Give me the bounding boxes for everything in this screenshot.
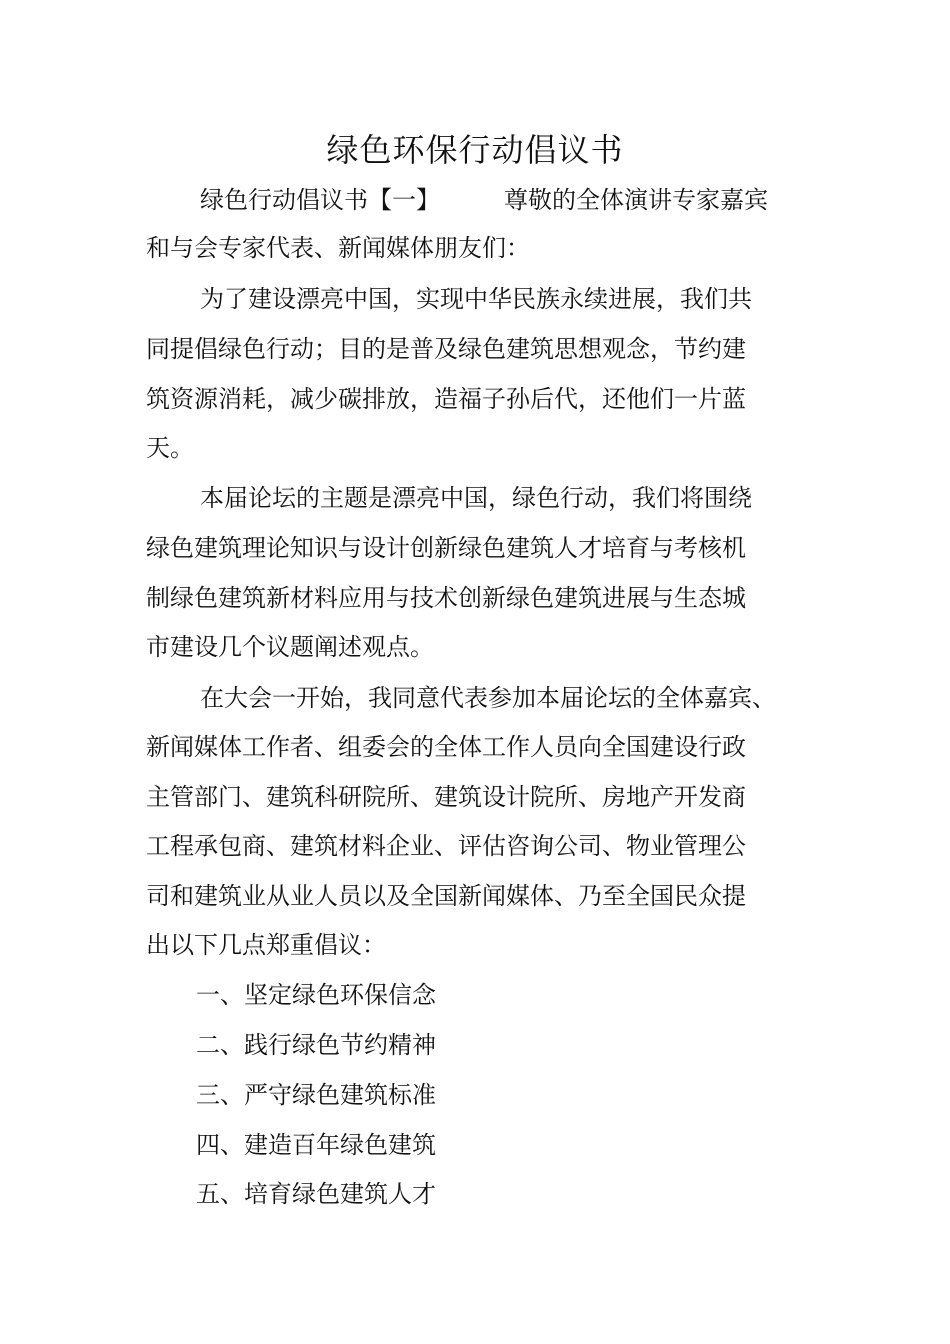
- paragraph1-line: 天。: [146, 434, 194, 462]
- paragraph1-line: 筑资源消耗，减少碳排放，造福子孙后代，还他们一片蓝: [146, 385, 746, 413]
- paragraph1-line: 同提倡绿色行动；目的是普及绿色建筑思想观念，节约建: [146, 335, 746, 363]
- paragraph3-line: 出以下几点郑重倡议：: [146, 931, 386, 959]
- salutation-part1: 尊敬的全体演讲专家嘉宾: [504, 186, 768, 214]
- document-title: 绿色环保行动倡议书: [326, 131, 624, 169]
- proposal-item: 一、坚定绿色环保信念: [196, 981, 436, 1009]
- proposal-item: 四、建造百年绿色建筑: [196, 1131, 436, 1159]
- proposal-item: 二、践行绿色节约精神: [196, 1031, 436, 1059]
- paragraph1-line: 为了建设漂亮中国，实现中华民族永续进展，我们共: [200, 285, 752, 313]
- intro-line: [200, 182, 768, 218]
- paragraph3-line: 新闻媒体工作者、组委会的全体工作人员向全国建设行政: [146, 733, 746, 761]
- proposal-item: 五、培育绿色建筑人才: [196, 1180, 436, 1208]
- paragraph2-line: 制绿色建筑新材料应用与技术创新绿色建筑进展与生态城: [146, 584, 746, 612]
- paragraph2-line: 市建设几个议题阐述观点。: [146, 633, 434, 661]
- paragraph3-line: 工程承包商、建筑材料企业、评估咨询公司、物业管理公: [146, 832, 746, 860]
- paragraph3-line: 在大会一开始，我同意代表参加本届论坛的全体嘉宾、: [200, 684, 776, 712]
- paragraph3-line: 司和建筑业从业人员以及全国新闻媒体、乃至全国民众提: [146, 882, 746, 910]
- paragraph2-line: 绿色建筑理论知识与设计创新绿色建筑人才培育与考核机: [146, 534, 746, 562]
- intro-heading: 绿色行动倡议书【一】: [200, 186, 440, 214]
- paragraph2-line: 本届论坛的主题是漂亮中国，绿色行动，我们将围绕: [200, 484, 752, 512]
- paragraph3-line: 主管部门、建筑科研院所、建筑设计院所、房地产开发商: [146, 783, 746, 811]
- proposal-item: 三、严守绿色建筑标准: [196, 1081, 436, 1109]
- salutation-part2: 和与会专家代表、新闻媒体朋友们：: [146, 234, 530, 262]
